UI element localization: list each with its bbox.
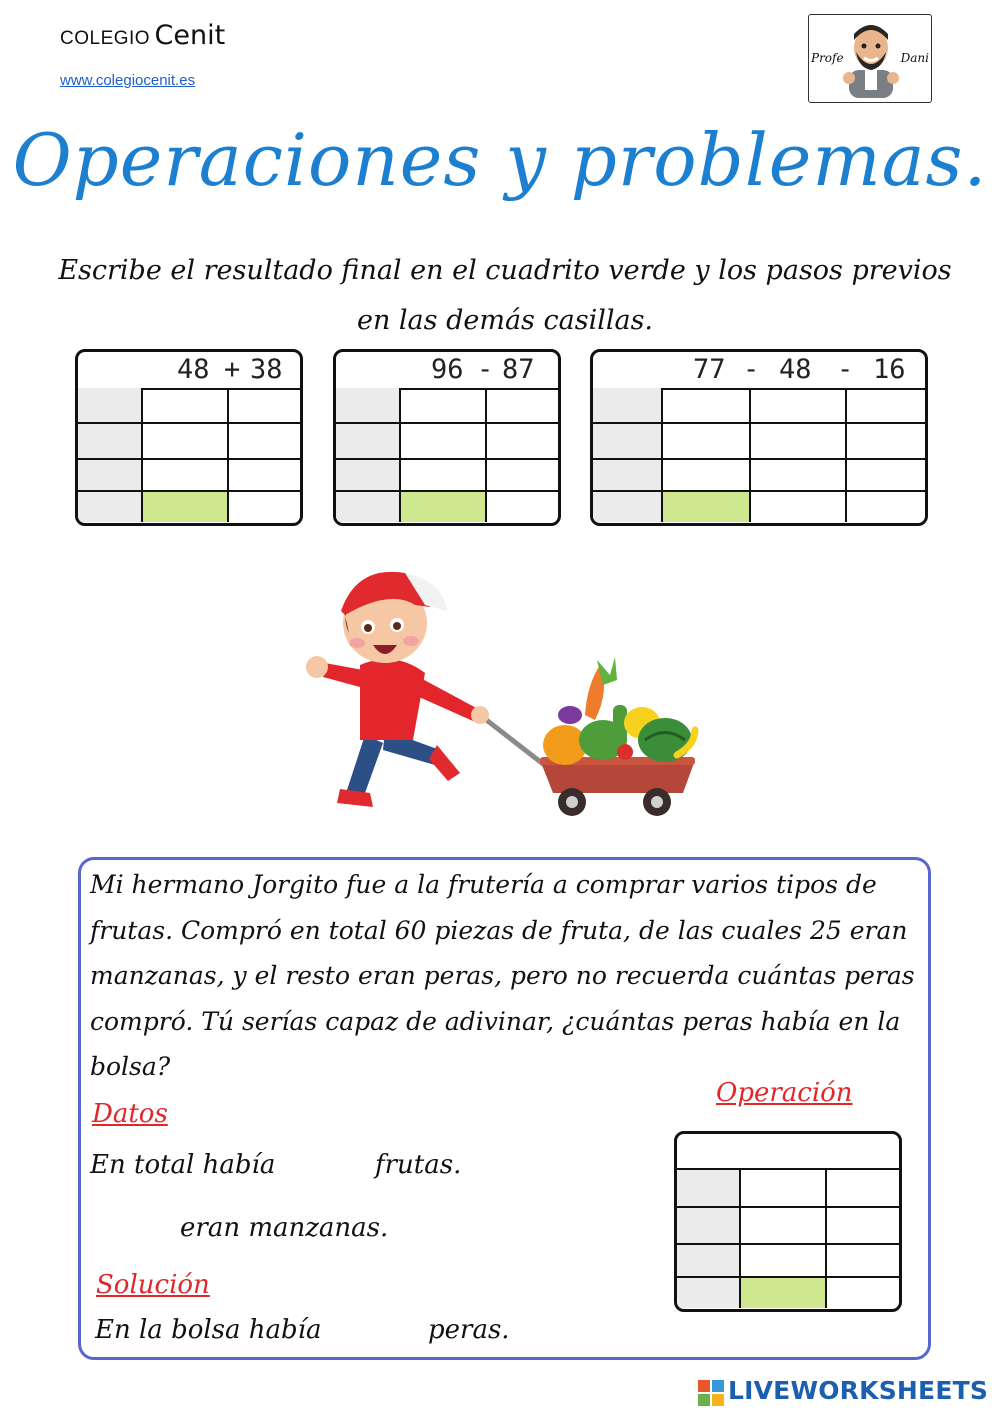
answer-input-cell[interactable] [487, 492, 558, 522]
liveworksheets-logo-icon [698, 1380, 724, 1406]
answer-input-cell[interactable] [487, 460, 558, 492]
answer-input-cell[interactable] [663, 460, 751, 492]
logo-text-right: Dani [900, 51, 929, 65]
step-cell [593, 492, 663, 522]
brand-text: LIVEWORKSHEETS [728, 1376, 989, 1405]
operation-box-1 [75, 349, 303, 526]
final-result-cell[interactable] [401, 492, 487, 522]
pears-answer-input[interactable] [352, 1315, 422, 1349]
final-result-cell[interactable] [143, 492, 229, 522]
answer-input-cell[interactable] [741, 1245, 827, 1278]
step-cell [336, 424, 401, 460]
school-name: COLEGIO Cenit [60, 20, 226, 51]
answer-input-cell[interactable] [751, 460, 847, 492]
apples-input[interactable] [92, 1213, 174, 1247]
step-cell [78, 424, 143, 460]
answer-input-cell[interactable] [401, 388, 487, 424]
operation-box-3 [590, 349, 928, 526]
answer-input-cell[interactable] [487, 424, 558, 460]
problem-statement: Mi hermano Jorgito fue a la frutería a comprar varios tipos de frutas. Compró en total 60 piezas de fruta, de las cuales 25 eran manzanas, y el resto eran peras, pero no recuerda cuántas peras compró. Tú serías capaz de adivinar, ¿cuántas peras había en la bolsa? [90, 870, 915, 1081]
teacher-avatar-icon [843, 18, 899, 98]
step-cell [677, 1245, 741, 1278]
page-title: Operaciones y problemas. [12, 118, 988, 202]
answer-input-cell[interactable] [827, 1170, 899, 1208]
answer-input-cell[interactable] [229, 492, 300, 522]
solution-heading: Solución [96, 1270, 210, 1300]
problem-operation-box [674, 1131, 902, 1312]
step-cell [78, 388, 143, 424]
step-cell [677, 1278, 741, 1308]
answer-input-cell[interactable] [229, 388, 300, 424]
solution-line-end: peras. [428, 1315, 510, 1345]
answer-input-cell[interactable] [663, 424, 751, 460]
answer-input-cell[interactable] [401, 424, 487, 460]
answer-input-cell[interactable] [827, 1208, 899, 1245]
answer-input-cell[interactable] [143, 424, 229, 460]
answer-input-cell[interactable] [847, 424, 925, 460]
operation-expression: 77 - 48 - 16 [593, 352, 925, 390]
operation-box-2 [333, 349, 561, 526]
step-cell [593, 388, 663, 424]
answer-input-cell[interactable] [751, 492, 847, 522]
data-line-1-start: En total había [90, 1150, 276, 1180]
answer-input-cell[interactable] [847, 460, 925, 492]
answer-input-cell[interactable] [847, 492, 925, 522]
answer-input-cell[interactable] [741, 1170, 827, 1208]
step-cell [78, 492, 143, 522]
step-cell [336, 388, 401, 424]
data-line-1-end: frutas. [375, 1150, 462, 1180]
boy-with-fruit-wagon-illustration [265, 545, 735, 835]
data-line-2-end: eran manzanas. [180, 1213, 389, 1243]
answer-input-cell[interactable] [827, 1245, 899, 1278]
answer-input-cell[interactable] [827, 1278, 899, 1308]
step-cell [78, 460, 143, 492]
step-cell [677, 1208, 741, 1245]
answer-input-cell[interactable] [229, 424, 300, 460]
teacher-logo [808, 14, 932, 103]
answer-input-cell[interactable] [663, 388, 751, 424]
answer-input-cell[interactable] [143, 388, 229, 424]
total-fruits-input[interactable] [300, 1150, 368, 1184]
answer-input-cell[interactable] [741, 1208, 827, 1245]
operation-heading: Operación [716, 1078, 853, 1108]
website-link[interactable]: www.colegiocenit.es [60, 72, 196, 89]
logo-text-left: Profe [811, 51, 844, 65]
operation-expression: 96 - 87 [336, 352, 558, 390]
step-cell [677, 1170, 741, 1208]
answer-input-cell[interactable] [751, 424, 847, 460]
solution-line-start: En la bolsa había [95, 1315, 322, 1345]
answer-input-cell[interactable] [229, 460, 300, 492]
answer-input-cell[interactable] [847, 388, 925, 424]
step-cell [336, 492, 401, 522]
step-cell [336, 460, 401, 492]
answer-input-cell[interactable] [751, 388, 847, 424]
final-result-cell[interactable] [741, 1278, 827, 1308]
step-cell [593, 424, 663, 460]
answer-input-cell[interactable] [487, 388, 558, 424]
operation-expression: 48 + 38 [78, 352, 300, 390]
final-result-cell[interactable] [663, 492, 751, 522]
instructions: Escribe el resultado final en el cuadrito verde y los pasos previos en las demás casillas. [58, 255, 952, 336]
data-heading: Datos [92, 1099, 168, 1129]
answer-input-cell[interactable] [143, 460, 229, 492]
step-cell [593, 460, 663, 492]
answer-input-cell[interactable] [401, 460, 487, 492]
